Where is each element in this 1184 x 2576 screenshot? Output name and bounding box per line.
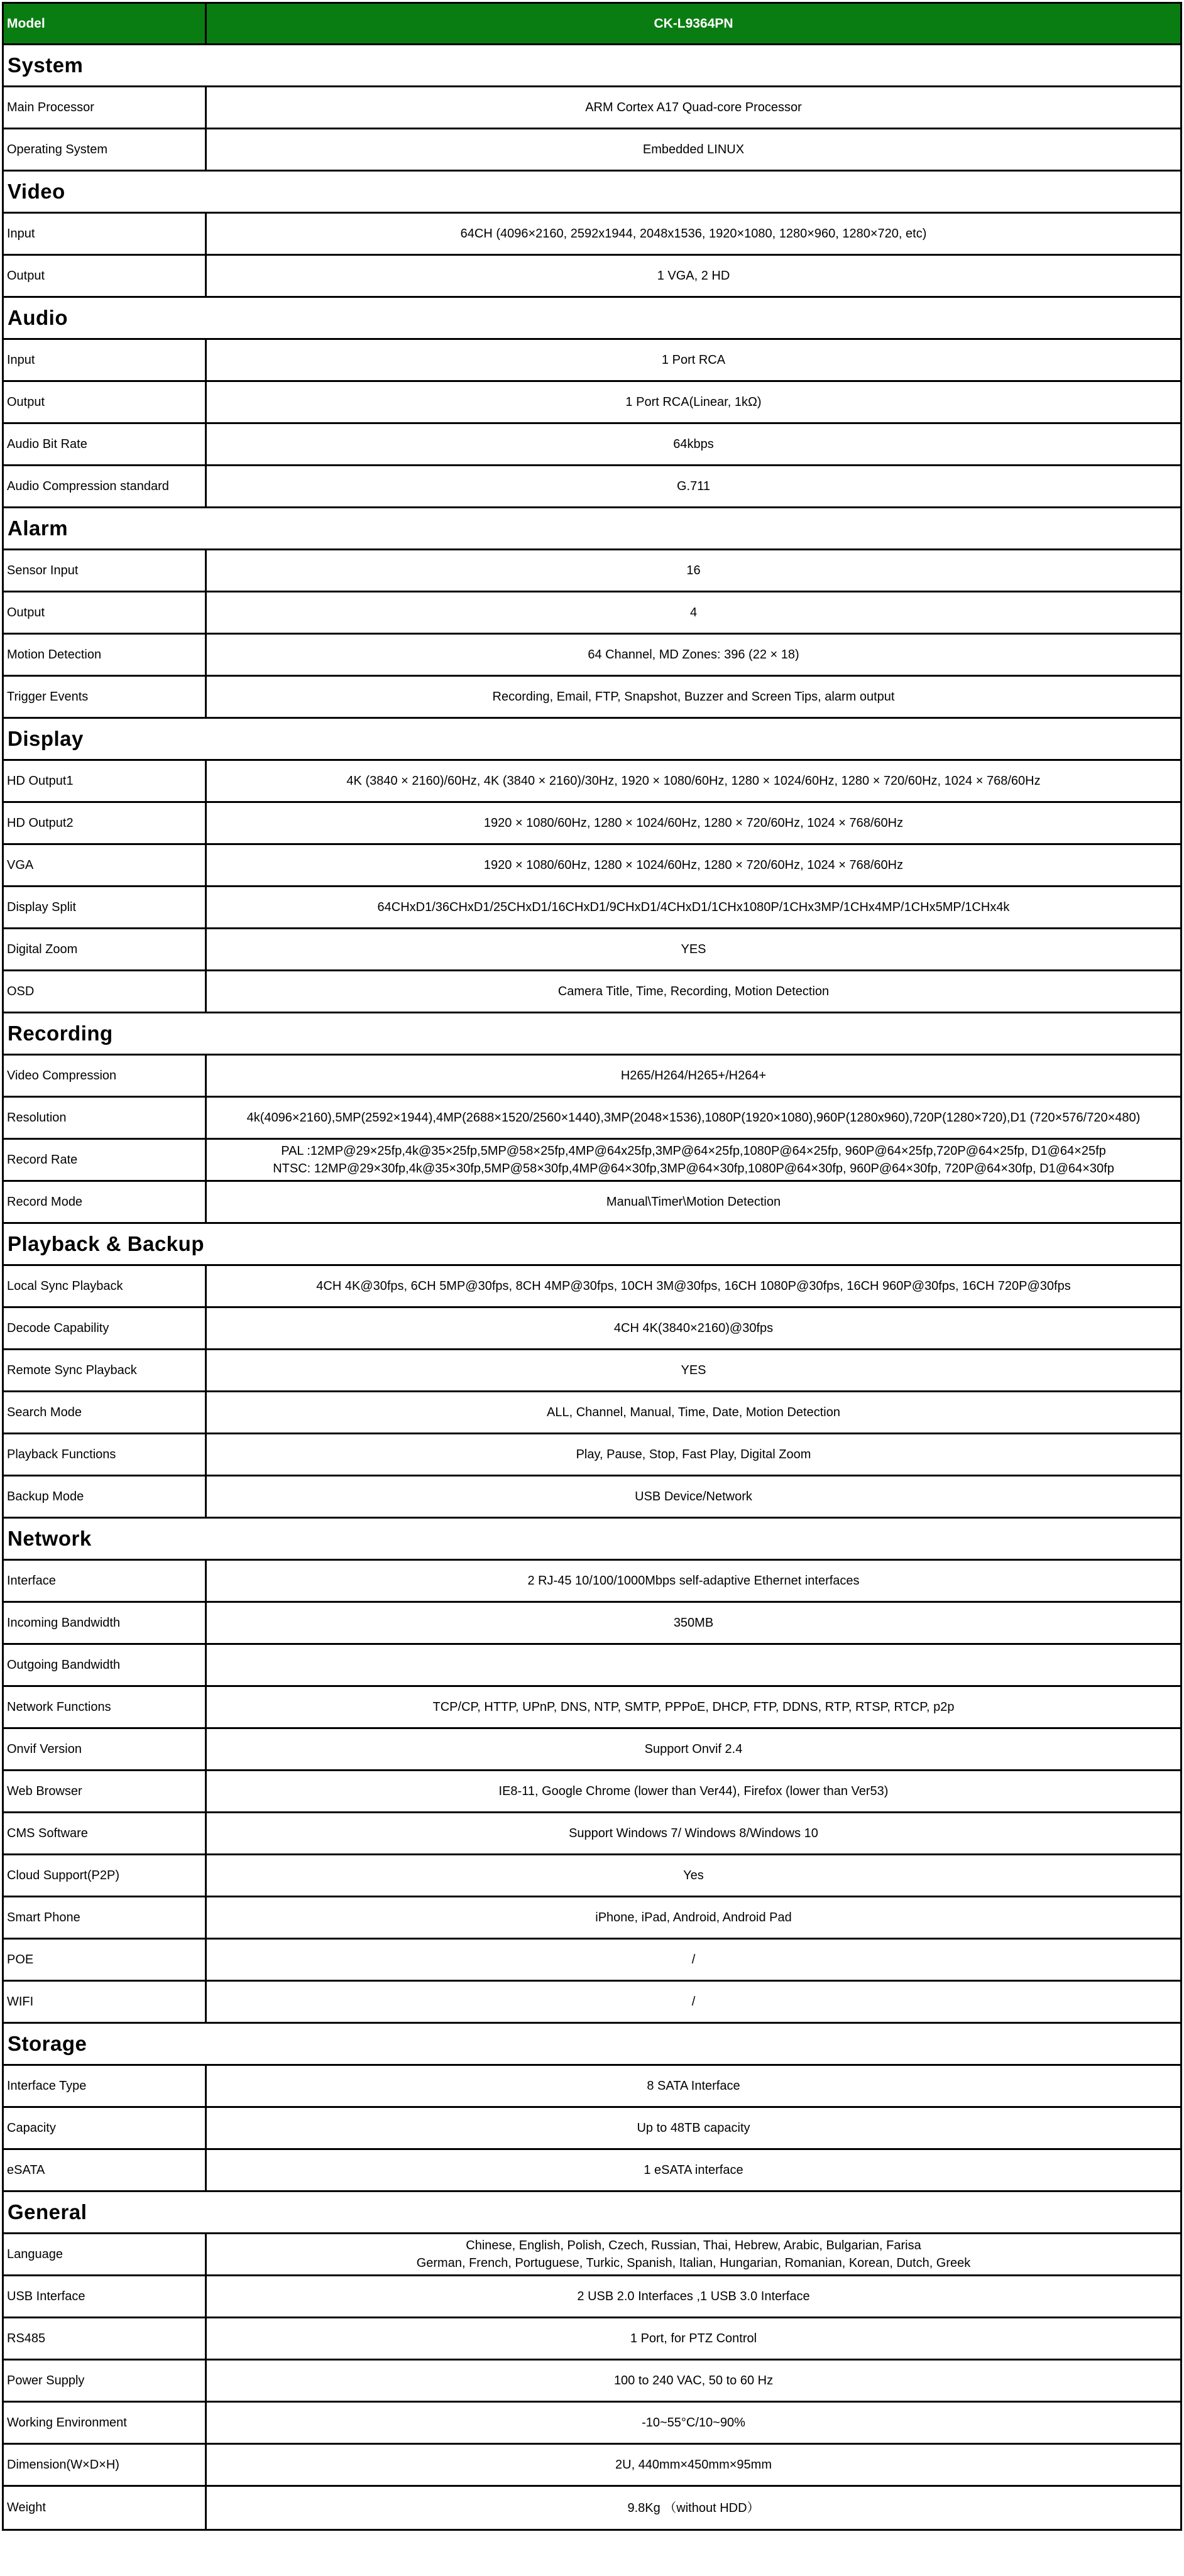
spec-label: Display Split — [4, 887, 207, 927]
spec-value — [207, 466, 1180, 506]
spec-row-rs485 — [4, 2318, 1180, 2360]
spec-value — [207, 2445, 1180, 2485]
spec-label: Interface Type — [4, 2066, 207, 2106]
spec-value — [207, 1561, 1180, 1601]
spec-label: WIFI — [4, 1982, 207, 2022]
spec-value-line: 1 Port RCA — [661, 353, 726, 367]
spec-value-line: 4K (3840 × 2160)/60Hz, 4K (3840 × 2160)/30Hz, 1920 × 1080/60Hz, 1280 × 1024/60Hz, 1280 × 720/60Hz, 1024 × 768/60Hz — [346, 774, 1041, 788]
spec-label: Resolution — [4, 1098, 207, 1138]
spec-table — [2, 2, 1182, 2531]
spec-value-line: iPhone, iPad, Android, Android Pad — [595, 1911, 792, 1924]
spec-row-record-rate — [4, 1140, 1180, 1182]
spec-label: Sensor Input — [4, 550, 207, 591]
spec-value-line: PAL :12MP@29×25fp,4k@35×25fp,5MP@58×25fp,4MP@64x25fp,3MP@64×25fp,1080P@64×25fp, 960P@64×25fp,720P@64×25fp, D1@64×25fp — [281, 1144, 1106, 1158]
spec-row-outgoing-bandwidth — [4, 1645, 1180, 1687]
spec-value-line: 1 eSATA interface — [644, 2163, 743, 2177]
spec-row-power-supply — [4, 2360, 1180, 2403]
section-title: System — [8, 53, 84, 77]
spec-value — [207, 971, 1180, 1012]
section-header-network — [4, 1519, 1180, 1561]
spec-row-digital-zoom — [4, 929, 1180, 971]
section-title: Audio — [8, 306, 68, 329]
spec-value-line: 64CH (4096×2160, 2592x1944, 2048x1536, 1920×1080, 1280×960, 1280×720, etc) — [460, 227, 927, 241]
spec-value — [207, 87, 1180, 128]
spec-label: OSD — [4, 971, 207, 1012]
spec-row-cms-software — [4, 1813, 1180, 1855]
spec-row-esata — [4, 2150, 1180, 2192]
section-title: Display — [8, 727, 84, 750]
spec-value — [207, 2360, 1180, 2401]
spec-label: Working Environment — [4, 2403, 207, 2443]
spec-row-interface-type — [4, 2066, 1180, 2108]
spec-row-capacity — [4, 2108, 1180, 2150]
spec-value-line: 350MB — [673, 1616, 714, 1630]
spec-row-motion-detection — [4, 635, 1180, 677]
spec-value-line: 2U, 440mm×450mm×95mm — [615, 2458, 772, 2472]
spec-label: Main Processor — [4, 87, 207, 128]
spec-label: Search Mode — [4, 1392, 207, 1433]
section-header-recording — [4, 1013, 1180, 1056]
spec-row-output — [4, 592, 1180, 635]
spec-value — [207, 550, 1180, 591]
spec-label: Playback Functions — [4, 1434, 207, 1475]
spec-value-line: Embedded LINUX — [642, 143, 745, 156]
spec-row-weight — [4, 2487, 1180, 2529]
spec-value-line: ALL, Channel, Manual, Time, Date, Motion Detection — [547, 1405, 840, 1419]
spec-label: RS485 — [4, 2318, 207, 2359]
spec-label: HD Output1 — [4, 761, 207, 801]
spec-value-line: Chinese, English, Polish, Czech, Russian, Thai, Hebrew, Arabic, Bulgarian, Farisa — [466, 2239, 921, 2252]
spec-value-line: 16 — [686, 564, 701, 577]
section-header-system — [4, 45, 1180, 87]
spec-row-usb-interface — [4, 2276, 1180, 2318]
spec-label: Smart Phone — [4, 1897, 207, 1938]
spec-value — [207, 592, 1180, 633]
spec-value-line: 100 to 240 VAC, 50 to 60 Hz — [613, 2374, 774, 2388]
spec-value-line: 8 SATA Interface — [647, 2079, 740, 2093]
spec-label: Cloud Support(P2P) — [4, 1855, 207, 1896]
section-title: Network — [8, 1527, 92, 1550]
spec-label: Record Rate — [4, 1140, 207, 1180]
spec-value-line: Play, Pause, Stop, Fast Play, Digital Zoom — [576, 1448, 811, 1461]
spec-row-working-environment — [4, 2403, 1180, 2445]
spec-value — [207, 1098, 1180, 1138]
spec-value — [207, 887, 1180, 927]
spec-label: Power Supply — [4, 2360, 207, 2401]
spec-label: Decode Capability — [4, 1308, 207, 1348]
spec-value — [207, 2108, 1180, 2148]
spec-value — [207, 1392, 1180, 1433]
section-header-storage — [4, 2024, 1180, 2066]
spec-row-osd — [4, 971, 1180, 1013]
spec-label: VGA — [4, 845, 207, 885]
spec-row-video-compression — [4, 1056, 1180, 1098]
spec-value — [207, 1982, 1180, 2022]
spec-value — [207, 1434, 1180, 1475]
spec-value — [207, 1813, 1180, 1853]
spec-value-line: 1 Port, for PTZ Control — [630, 2332, 757, 2345]
section-header-audio — [4, 298, 1180, 340]
spec-value-line: 2 RJ-45 10/100/1000Mbps self-adaptive Ethernet interfaces — [527, 1574, 860, 1588]
sections-container — [4, 45, 1180, 2529]
spec-label: Web Browser — [4, 1771, 207, 1811]
spec-label: Output — [4, 382, 207, 422]
spec-label: CMS Software — [4, 1813, 207, 1853]
spec-label: Dimension(W×D×H) — [4, 2445, 207, 2485]
spec-value — [207, 1350, 1180, 1390]
spec-value — [207, 1729, 1180, 1769]
spec-value-line: 2 USB 2.0 Interfaces ,1 USB 3.0 Interface — [577, 2289, 810, 2303]
section-title: Recording — [8, 1022, 113, 1045]
section-title: Alarm — [8, 516, 69, 540]
spec-value-line: Manual\Timer\Motion Detection — [606, 1195, 781, 1209]
spec-label: Audio Compression standard — [4, 466, 207, 506]
spec-value — [207, 761, 1180, 801]
spec-value-line: USB Device/Network — [635, 1490, 752, 1504]
spec-row-vga — [4, 845, 1180, 887]
spec-value — [207, 677, 1180, 717]
spec-value-line: Support Windows 7/ Windows 8/Windows 10 — [569, 1826, 818, 1840]
spec-value-line: G.711 — [677, 479, 710, 493]
spec-label: Network Functions — [4, 1687, 207, 1727]
spec-value-line: / — [691, 1995, 696, 2009]
spec-row-hd-output1 — [4, 761, 1180, 803]
spec-row-poe — [4, 1940, 1180, 1982]
spec-value-line: Recording, Email, FTP, Snapshot, Buzzer and Screen Tips, alarm output — [492, 690, 895, 704]
spec-row-input — [4, 340, 1180, 382]
spec-label: eSATA — [4, 2150, 207, 2190]
section-header-general — [4, 2192, 1180, 2234]
spec-value-line: TCP/CP, HTTP, UPnP, DNS, NTP, SMTP, PPPoE, DHCP, FTP, DDNS, RTP, RTSP, RTCP, p2p — [432, 1700, 955, 1714]
spec-value — [207, 1603, 1180, 1643]
spec-label: Output — [4, 592, 207, 633]
spec-value — [207, 1940, 1180, 1980]
section-header-video — [4, 172, 1180, 214]
spec-value-line: Yes — [683, 1869, 704, 1882]
spec-row-sensor-input — [4, 550, 1180, 592]
spec-row-cloud-support-p2p — [4, 1855, 1180, 1897]
spec-label: POE — [4, 1940, 207, 1980]
spec-label: Video Compression — [4, 1056, 207, 1096]
section-title: Playback & Backup — [8, 1232, 204, 1255]
spec-value — [207, 340, 1180, 380]
spec-row-incoming-bandwidth — [4, 1603, 1180, 1645]
spec-row-web-browser — [4, 1771, 1180, 1813]
spec-label: Input — [4, 214, 207, 254]
spec-value-line: 4k(4096×2160),5MP(2592×1944),4MP(2688×1520/2560×1440),3MP(2048×1536),1080P(1920×1080),960P(1280x960),720P(1280×720),D1 (720×576/720×480) — [246, 1111, 1141, 1125]
spec-row-hd-output2 — [4, 803, 1180, 845]
spec-value — [207, 1308, 1180, 1348]
spec-row-onvif-version — [4, 1729, 1180, 1771]
section-title: Video — [8, 180, 65, 203]
spec-row-language — [4, 2234, 1180, 2276]
spec-value-line: 4 — [689, 606, 698, 619]
header-row — [4, 4, 1180, 45]
spec-row-search-mode — [4, 1392, 1180, 1434]
spec-value — [207, 635, 1180, 675]
model-value: CK-L9364PN — [654, 16, 733, 31]
spec-value — [207, 256, 1180, 296]
spec-value-line: 64CHxD1/36CHxD1/25CHxD1/16CHxD1/9CHxD1/4CHxD1/1CHx1080P/1CHx3MP/1CHx4MP/1CHx5MP/1CHx4k — [377, 900, 1010, 914]
spec-value-line: IE8-11, Google Chrome (lower than Ver44), Firefox (lower than Ver53) — [498, 1784, 889, 1798]
spec-value — [207, 214, 1180, 254]
spec-value-line: 1920 × 1080/60Hz, 1280 × 1024/60Hz, 1280 × 720/60Hz, 1024 × 768/60Hz — [483, 816, 904, 830]
spec-value-line: -10~55°C/10~90% — [642, 2416, 745, 2430]
spec-row-backup-mode — [4, 1476, 1180, 1519]
header-label: Model — [4, 4, 207, 43]
spec-label: USB Interface — [4, 2276, 207, 2317]
spec-value — [207, 1266, 1180, 1306]
spec-value — [207, 803, 1180, 843]
spec-value — [207, 129, 1180, 170]
spec-value — [207, 1771, 1180, 1811]
section-header-display — [4, 719, 1180, 761]
spec-value — [207, 1645, 1180, 1685]
spec-value-line: YES — [681, 1363, 706, 1377]
spec-label: Output — [4, 256, 207, 296]
spec-value-line: ARM Cortex A17 Quad-core Processor — [585, 101, 802, 114]
spec-row-remote-sync-playback — [4, 1350, 1180, 1392]
spec-row-operating-system — [4, 129, 1180, 172]
spec-row-local-sync-playback — [4, 1266, 1180, 1308]
spec-label: Trigger Events — [4, 677, 207, 717]
spec-value-line: 1 Port RCA(Linear, 1kΩ) — [625, 395, 762, 409]
spec-value — [207, 845, 1180, 885]
spec-row-output — [4, 256, 1180, 298]
spec-row-record-mode — [4, 1182, 1180, 1224]
spec-row-wifi — [4, 1982, 1180, 2024]
spec-label: Language — [4, 2234, 207, 2274]
spec-value — [207, 382, 1180, 422]
spec-value — [207, 1687, 1180, 1727]
spec-label: Digital Zoom — [4, 929, 207, 969]
spec-label: Interface — [4, 1561, 207, 1601]
spec-row-display-split — [4, 887, 1180, 929]
spec-value-line: NTSC: 12MP@29×30fp,4k@35×30fp,5MP@58×30fp,4MP@64×30fp,3MP@64×30fp,1080P@64×30fp, 960P@64×30fp, 720P@64×30fp, D1@64×30fp — [273, 1162, 1114, 1176]
spec-value-line: 64 Channel, MD Zones: 396 (22 × 18) — [588, 648, 799, 662]
spec-row-main-processor — [4, 87, 1180, 129]
spec-value — [207, 2066, 1180, 2106]
spec-label: Capacity — [4, 2108, 207, 2148]
spec-label: Incoming Bandwidth — [4, 1603, 207, 1643]
spec-row-output — [4, 382, 1180, 424]
spec-value-line: 4CH 4K(3840×2160)@30fps — [613, 1321, 774, 1335]
section-title: Storage — [8, 2032, 87, 2055]
spec-label: Remote Sync Playback — [4, 1350, 207, 1390]
spec-row-audio-compression-standard — [4, 466, 1180, 508]
spec-value-line: H265/H264/H265+/H264+ — [620, 1069, 767, 1083]
spec-label: Operating System — [4, 129, 207, 170]
spec-value — [207, 2150, 1180, 2190]
spec-row-dimension-w-d-h — [4, 2445, 1180, 2487]
spec-value — [207, 1855, 1180, 1896]
spec-label: Onvif Version — [4, 1729, 207, 1769]
spec-label: Weight — [4, 2487, 207, 2529]
spec-row-playback-functions — [4, 1434, 1180, 1476]
spec-value — [207, 1056, 1180, 1096]
spec-label: HD Output2 — [4, 803, 207, 843]
spec-value — [207, 1182, 1180, 1222]
spec-label: Input — [4, 340, 207, 380]
spec-value-line: 1 VGA, 2 HD — [657, 269, 730, 283]
spec-value-line: German, French, Portuguese, Turkic, Spanish, Italian, Hungarian, Romanian, Korean, Dutch, Greek — [416, 2256, 971, 2270]
spec-label: Local Sync Playback — [4, 1266, 207, 1306]
spec-row-smart-phone — [4, 1897, 1180, 1940]
spec-label: Motion Detection — [4, 635, 207, 675]
spec-row-trigger-events — [4, 677, 1180, 719]
spec-value-line: 64kbps — [673, 437, 714, 451]
spec-label: Outgoing Bandwidth — [4, 1645, 207, 1685]
spec-value-line: 4CH 4K@30fps, 6CH 5MP@30fps, 8CH 4MP@30fps, 10CH 3M@30fps, 16CH 1080P@30fps, 16CH 960P@30fps, 16CH 720P@30fps — [316, 1279, 1071, 1293]
spec-label: Backup Mode — [4, 1476, 207, 1517]
spec-label: Audio Bit Rate — [4, 424, 207, 464]
spec-row-interface — [4, 1561, 1180, 1603]
section-header-playback-backup — [4, 1224, 1180, 1266]
spec-value-line: Up to 48TB capacity — [637, 2121, 750, 2135]
spec-row-audio-bit-rate — [4, 424, 1180, 466]
spec-value-line: Support Onvif 2.4 — [644, 1742, 743, 1756]
spec-value — [207, 2487, 1180, 2529]
spec-value — [207, 2403, 1180, 2443]
spec-value — [207, 2276, 1180, 2317]
spec-row-decode-capability — [4, 1308, 1180, 1350]
section-header-alarm — [4, 508, 1180, 550]
spec-value-line: 1920 × 1080/60Hz, 1280 × 1024/60Hz, 1280 × 720/60Hz, 1024 × 768/60Hz — [483, 858, 904, 872]
spec-value — [207, 1897, 1180, 1938]
spec-value-line: 9.8Kg （without HDD） — [627, 2501, 760, 2515]
spec-row-network-functions — [4, 1687, 1180, 1729]
spec-value — [207, 1476, 1180, 1517]
spec-value-line: Camera Title, Time, Recording, Motion Detection — [557, 985, 830, 998]
spec-value — [207, 929, 1180, 969]
spec-value — [207, 424, 1180, 464]
spec-value — [207, 2318, 1180, 2359]
spec-row-input — [4, 214, 1180, 256]
spec-value — [207, 1140, 1180, 1180]
spec-label: Record Mode — [4, 1182, 207, 1222]
spec-value — [207, 2234, 1180, 2274]
spec-row-resolution — [4, 1098, 1180, 1140]
section-title: General — [8, 2200, 87, 2224]
spec-value-line: / — [691, 1953, 696, 1967]
spec-value-line: YES — [681, 942, 706, 956]
